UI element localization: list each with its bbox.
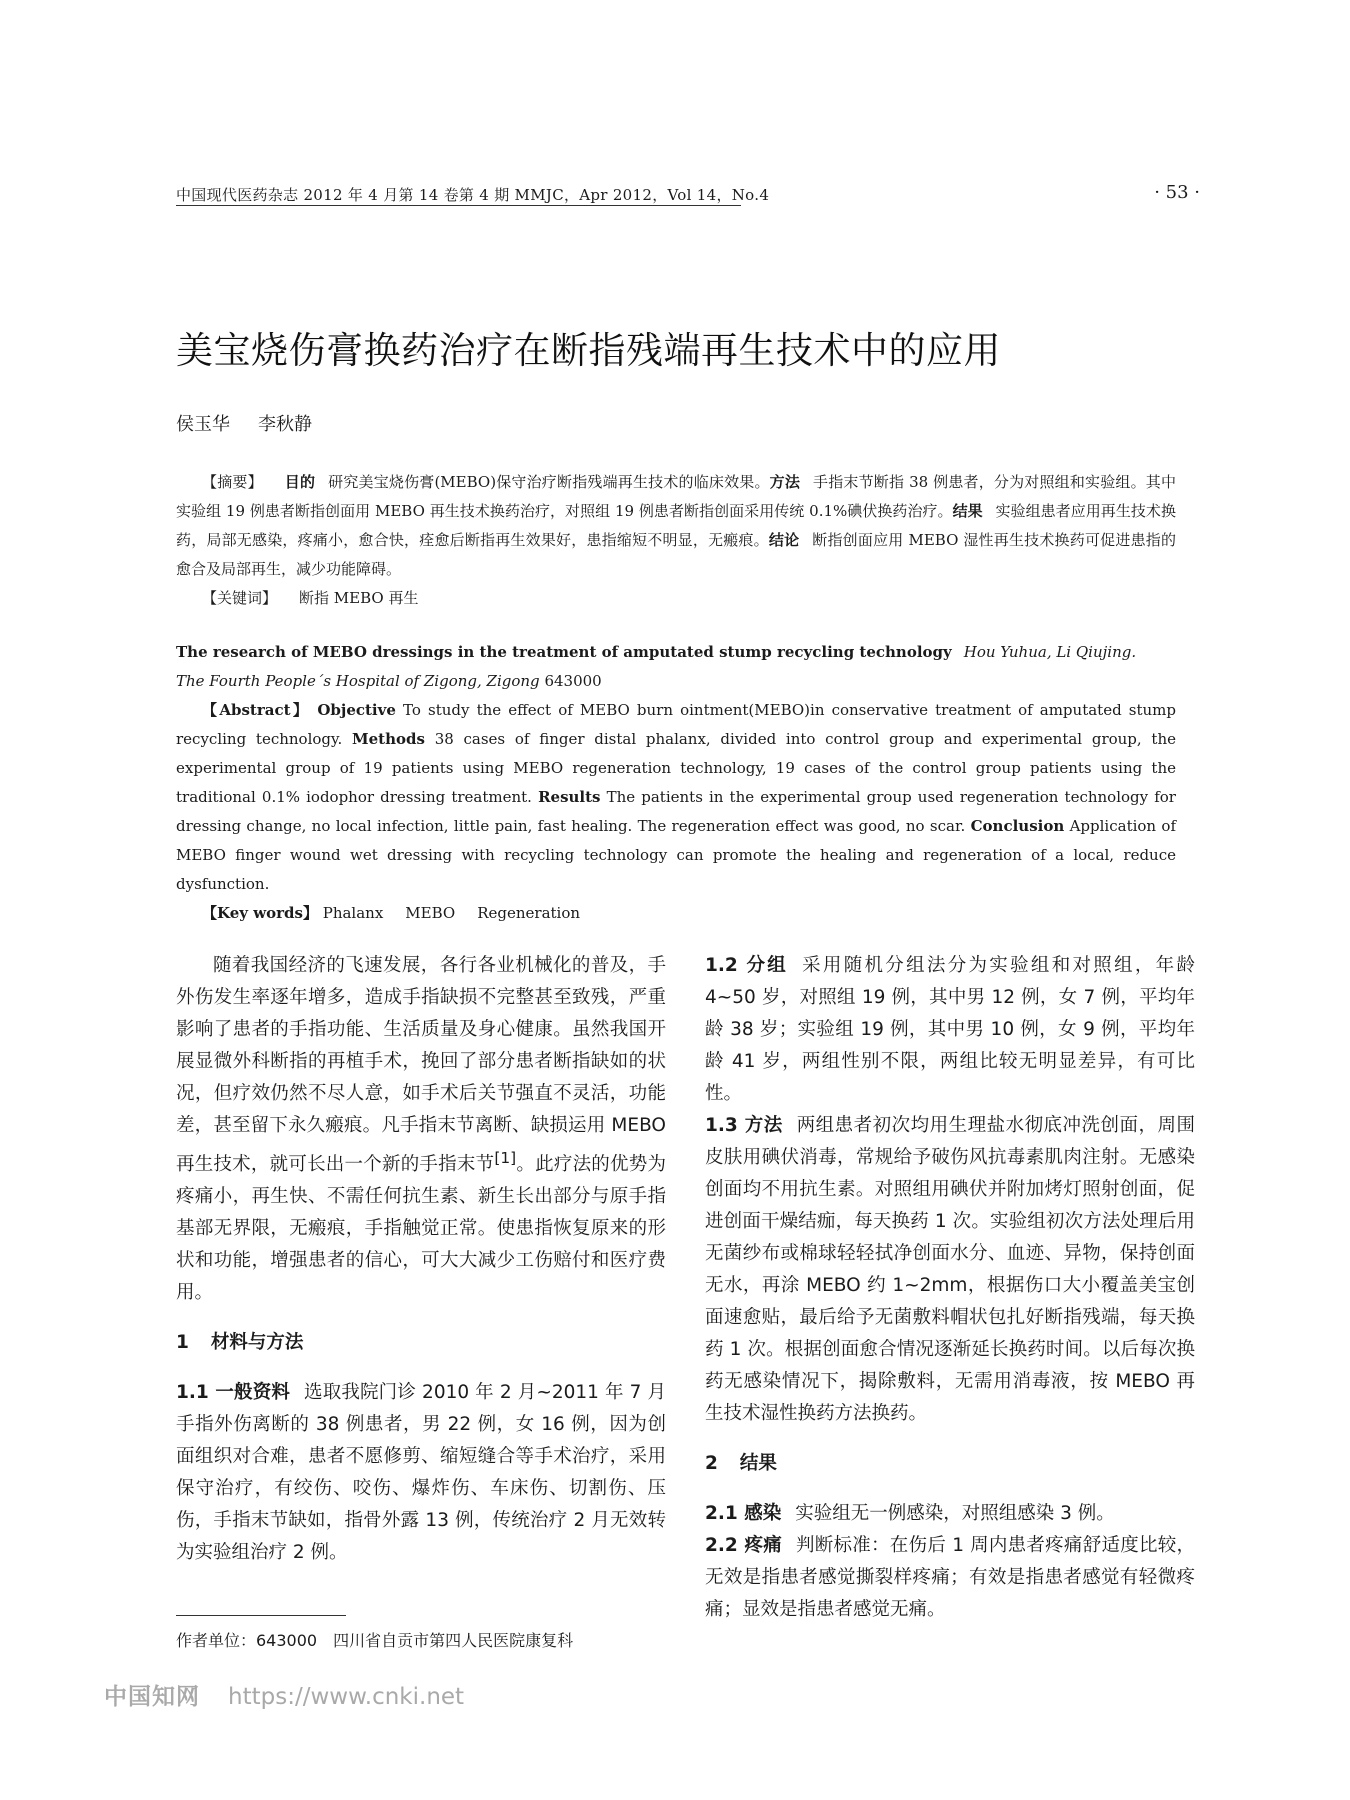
keywords-paragraph — [176, 584, 1176, 613]
page-number: · 53 · — [1154, 182, 1200, 203]
article-title: 美宝烧伤膏换药治疗在断指残端再生技术中的应用 — [176, 329, 1001, 372]
body-left-column — [176, 950, 666, 1569]
subsection-1-2-label: 1.2 分组 — [705, 955, 789, 976]
subsection-2-1 — [705, 1498, 1195, 1530]
subsection-1-3-text: 两组患者初次均用生理盐水彻底冲洗创面，周围皮肤用碘伏消毒，常规给予破伤风抗毒素肌肉注射。无感染创面均不用抗生素。对照组用碘伏并附加烤灯照射创面，促进创面干燥结痂，每天换药 1 次。实验组初次方法处理后用无菌纱布或棉球轻轻拭净创面水分、血迹、异物，保持创面无水，再涂 MEBO 约 1~2mm，根据伤口大小覆盖美宝创面速愈贴，最后给予无菌敷料帽状包扎好断指残端，每天换药 1 次。根据创面愈合情况逐渐延长换药时间。以后每次换药无感染情况下，揭除敷料，无需用消毒液，按 MEBO 再生技术湿性换药方法换药。 — [705, 1115, 1195, 1424]
english-abstract-paragraph — [176, 696, 1176, 899]
intro-text-1: 随着我国经济的飞速发展，各行各业机械化的普及，手外伤发生率逐年增多，造成手指缺损不完整甚至致残，严重影响了患者的手指功能、生活质量及身心健康。虽然我国开展显微外科断指的再植手术，挽回了部分患者断指缺如的状况，但疗效仍然不尽人意，如手术后关节强直不灵活，功能差，甚至留下永久瘢痕。凡手指末节离断、缺损运用 MEBO 再生技术，就可长出一个新的手指末节 — [176, 955, 666, 1176]
methods-label: 方法 — [769, 473, 801, 491]
results-text: 实验组患者应用再生技术换药，局部无感染，疼痛小，愈合快，痊愈后断指再生效果好，患指缩短不明显，无瘢痕。 — [176, 502, 1176, 549]
subsection-2-2 — [705, 1530, 1195, 1626]
methods-text: 手指末节断指 38 例患者，分为对照组和实验组。其中实验组 19 例患者断指创面用 MEBO 再生技术换药治疗，对照组 19 例患者断指创面采用传统 0.1%碘伏换药治疗。 — [176, 473, 1176, 520]
chinese-abstract — [176, 468, 1176, 613]
en-keywords-label: 【Key words】 — [202, 904, 318, 922]
watermark-url: https://www.cnki.net — [228, 1684, 465, 1710]
subsection-1-2-text: 采用随机分组法分为实验组和对照组，年龄 4~50 岁，对照组 19 例，其中男 12 例，女 7 例，平均年龄 38 岁；实验组 19 例，其中男 10 例，女 9 例，平均年龄 41 岁，两组性别不限，两组比较无明显差异，有可比性。 — [705, 955, 1195, 1104]
keywords-text: 断指 MEBO 再生 — [299, 589, 419, 607]
author-affiliation-footnote: 作者单位：643000 四川省自贡市第四人民医院康复科 — [176, 1631, 574, 1650]
subsection-1-2 — [705, 950, 1195, 1110]
en-conclusion-label: Conclusion — [970, 817, 1065, 835]
en-keyword: Phalanx — [322, 904, 384, 922]
en-results-text: The patients in the experimental group used regeneration technology for dressing change, no local infection, little pain, fast healing. The regeneration effect was good, no scar. — [176, 788, 1176, 835]
objective-text: 研究美宝烧伤膏(MEBO)保守治疗断指残端再生技术的临床效果。 — [328, 473, 770, 491]
english-affiliation-line — [176, 667, 1176, 696]
en-methods-text: 38 cases of finger distal phalanx, divided into control group and experimental group, the experimental group of 19 patients using MEBO regeneration technology, 19 cases of the control group patients using the traditional 0.1% iodophor dressing treatment. — [176, 730, 1176, 806]
section-2-title: 结果 — [739, 1453, 777, 1474]
abstract-paragraph — [176, 468, 1176, 584]
en-keyword: MEBO — [405, 904, 456, 922]
journal-header: 中国现代医药杂志 2012 年 4 月第 14 卷第 4 期 MMJC，Apr 2012，Vol 14，No.4 — [176, 186, 770, 204]
english-affiliation: The Fourth People´s Hospital of Zigong, Zigong — [176, 672, 540, 690]
section-1-number: 1 — [176, 1332, 189, 1354]
subsection-1-1-text: 选取我院门诊 2010 年 2 月~2011 年 7 月手指外伤离断的 38 例患者，男 22 例，女 16 例，因为创面组织对合难，患者不愿修剪、缩短缝合等手术治疗，采用保守治疗，有绞伤、咬伤、爆炸伤、车床伤、切割伤、压伤，手指末节缺如，指骨外露 13 例，传统治疗 2 月无效转为实验组治疗 2 例。 — [176, 1382, 666, 1564]
footnote-rule — [176, 1615, 346, 1616]
english-keywords-line — [176, 899, 1176, 928]
intro-paragraph — [176, 950, 666, 1309]
author-1: 侯玉华 — [176, 414, 230, 435]
english-authors: Hou Yuhua, Li Qiujing. — [963, 643, 1137, 661]
english-title: The research of MEBO dressings in the treatment of amputated stump recycling technology — [176, 643, 952, 661]
authors — [176, 410, 312, 436]
subsection-2-1-text: 实验组无一例感染，对照组感染 3 例。 — [795, 1503, 1115, 1524]
citation-ref: [1] — [494, 1149, 517, 1167]
subsection-1-3-label: 1.3 方法 — [705, 1115, 783, 1136]
author-2: 李秋静 — [258, 414, 312, 435]
section-2-heading — [705, 1448, 1195, 1480]
en-methods-label: Methods — [352, 730, 425, 748]
en-conclusion-text: Application of MEBO finger wound wet dressing with recycling technology can promote the healing and regeneration of a local, reduce dysfunction. — [176, 817, 1176, 893]
english-title-line — [176, 638, 1176, 667]
keywords-label: 【关键词】 — [202, 589, 278, 607]
en-abstract-label: 【Abstract】 — [202, 701, 311, 719]
conclusion-label: 结论 — [768, 531, 800, 549]
en-keyword: Regeneration — [477, 904, 581, 922]
subsection-2-1-label: 2.1 感染 — [705, 1503, 782, 1524]
en-results-label: Results — [538, 788, 601, 806]
body-right-column — [705, 950, 1195, 1626]
english-postcode: 643000 — [544, 672, 602, 690]
subsection-1-1-label: 1.1 一般资料 — [176, 1382, 291, 1404]
en-objective-text: To study the effect of MEBO burn ointment(MEBO)in conservative treatment of amputated stump recycling technology. — [176, 701, 1176, 748]
intro-text-2: 。此疗法的优势为疼痛小，再生快、不需任何抗生素、新生长出部分与原手指基部无界限，无瘢痕，手指触觉正常。使患指恢复原来的形状和功能，增强患者的信心，可大大减少工伤赔付和医疗费用。 — [176, 1154, 666, 1304]
subsection-1-3 — [705, 1110, 1195, 1430]
abstract-label: 【摘要】 — [202, 473, 263, 491]
section-2-number: 2 — [705, 1453, 718, 1474]
subsection-2-2-text: 判断标准：在伤后 1 周内患者疼痛舒适度比较，无效是指患者感觉撕裂样疼痛；有效是指患者感觉有轻微疼痛；显效是指患者感觉无痛。 — [705, 1535, 1195, 1620]
watermark-name: 中国知网 — [104, 1684, 200, 1710]
results-label: 结果 — [952, 502, 983, 520]
english-abstract — [176, 638, 1176, 928]
conclusion-text: 断指创面应用 MEBO 湿性再生技术换药可促进患指的愈合及局部再生，减少功能障碍。 — [176, 531, 1176, 578]
section-1-title: 材料与方法 — [210, 1332, 304, 1354]
header-rule — [176, 205, 741, 206]
subsection-1-1 — [176, 1377, 666, 1569]
cnki-watermark — [104, 1678, 464, 1711]
objective-label: 目的 — [284, 473, 316, 491]
section-1-heading — [176, 1327, 666, 1359]
subsection-2-2-label: 2.2 疼痛 — [705, 1535, 782, 1556]
en-objective-label: Objective — [317, 701, 396, 719]
